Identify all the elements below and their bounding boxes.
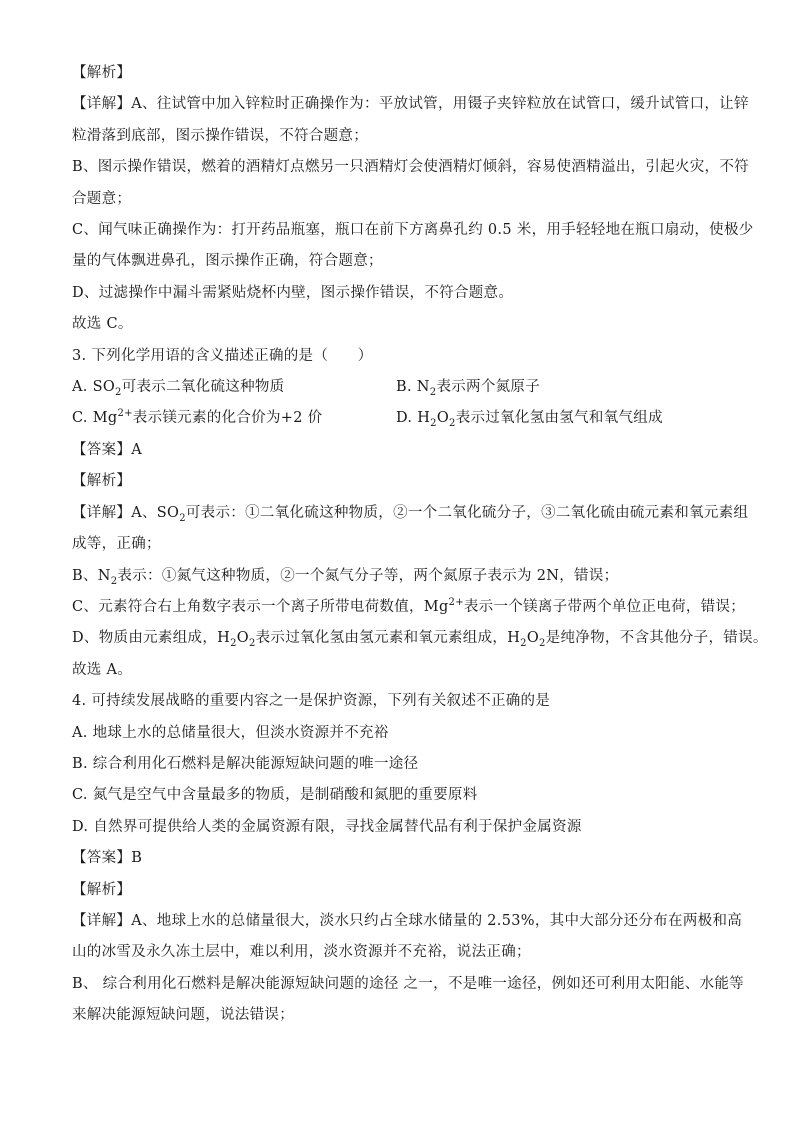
conclusion-line: 故选 C。 [72,316,133,333]
analysis-line: C、元素符合右上角数字表示一个离子所带电荷数值，$Mg^{2+}$表示一个镁离子带两个单位正电荷，错误； [72,597,746,615]
analysis-label: 【解析】 [72,473,132,490]
analysis-line: 山的冰雪及永久冻土层中，难以利用，淡水资源并不充裕，说法正确； [72,944,531,961]
option-a: A. 地球上水的总储量很大，但淡水资源并不充裕 [72,724,389,741]
analysis-line: 量的气体飘进鼻孔，图示操作正确，符合题意； [72,253,383,270]
analysis-line: 【详解】A、$SO_2$可表示：①二氧化硫这种物质，②一个二氧化硫分子，③二氧化硫由硫元素和氧元素组 [72,504,749,524]
answer-label: 【答案】B [72,850,143,867]
document-page [72,58,768,1032]
option-d: D. 自然界可提供给人类的金属资源有限，寻找金属替代品有利于保护金属资源 [72,818,582,835]
analysis-line: B、$N_2$表示：①氮气这种物质，②一个氮气分子等，两个氮原子表示为 2N，错误； [72,567,619,587]
option-a: A. $SO_2$可表示二氧化硫这种物质 [72,379,285,398]
analysis-line: 合题意； [72,190,132,207]
option-b: B. $N_2$表示两个氮原子 [396,379,541,398]
question-3-options-row-2 [72,403,722,434]
analysis-label: 【解析】 [72,881,132,898]
option-c: C. 氮气是空气中含量最多的物质，是制硝酸和氮肥的重要原料 [72,787,478,804]
answer-label: 【答案】A [72,441,142,458]
analysis-line: 来解决能源短缺问题，说法错误； [72,1007,294,1024]
analysis-line: D、物质由元素组成，$H_2O_2$表示过氧化氢由氢元素和氧元素组成，$H_2O_2$是纯净物，不含其他分子，错误。 [72,630,768,650]
analysis-line: B、图示操作错误，燃着的酒精灯点燃另一只酒精灯会使酒精灯倾斜，容易使酒精溢出，引起火灾，不符 [72,159,749,176]
analysis-line: C、闻气味正确操作为：打开药品瓶塞，瓶口在前下方离鼻孔约 0.5 米，用手轻轻地在瓶口扇动，使极少 [72,222,754,239]
analysis-label: 【解析】 [72,65,132,81]
option-c: C. $Mg^{2+}$表示镁元素的化合价为+2 价 [72,408,323,427]
analysis-line: 粒滑落到底部，图示操作错误，不符合题意； [72,127,368,144]
option-d: D. $H_2O_2$表示过氧化氢由氢气和氧气组成 [396,410,663,430]
analysis-line: B、 综合利用化石燃料是解决能源短缺问题的途径 之一，不是唯一途径，例如还可利用太阳能、水能等 [72,975,744,992]
analysis-line: 【详解】A、地球上水的总储量很大，淡水只约占全球水储量的 2.53%，其中大部分还分布在两极和高 [72,912,743,929]
question-3-stem: 3. 下列化学用语的含义描述正确的是（ ） [72,347,373,364]
analysis-line: 成等，正确； [72,536,161,553]
analysis-line: 【详解】A、往试管中加入锌粒时正确操作为：平放试管，用镊子夹锌粒放在试管口，缓升试管口，让锌 [72,96,749,113]
conclusion-line: 故选 A。 [72,661,133,678]
question-3-options-row-1 [72,372,722,403]
option-b: B. 综合利用化石燃料是解决能源短缺问题的唯一途径 [72,755,419,772]
analysis-line: D、过滤操作中漏斗需紧贴烧杯内壁，图示操作错误，不符合题意。 [72,284,514,301]
question-4-stem: 4. 可持续发展战略的重要内容之一是保护资源，下列有关叙述不正确的是 [72,693,551,710]
